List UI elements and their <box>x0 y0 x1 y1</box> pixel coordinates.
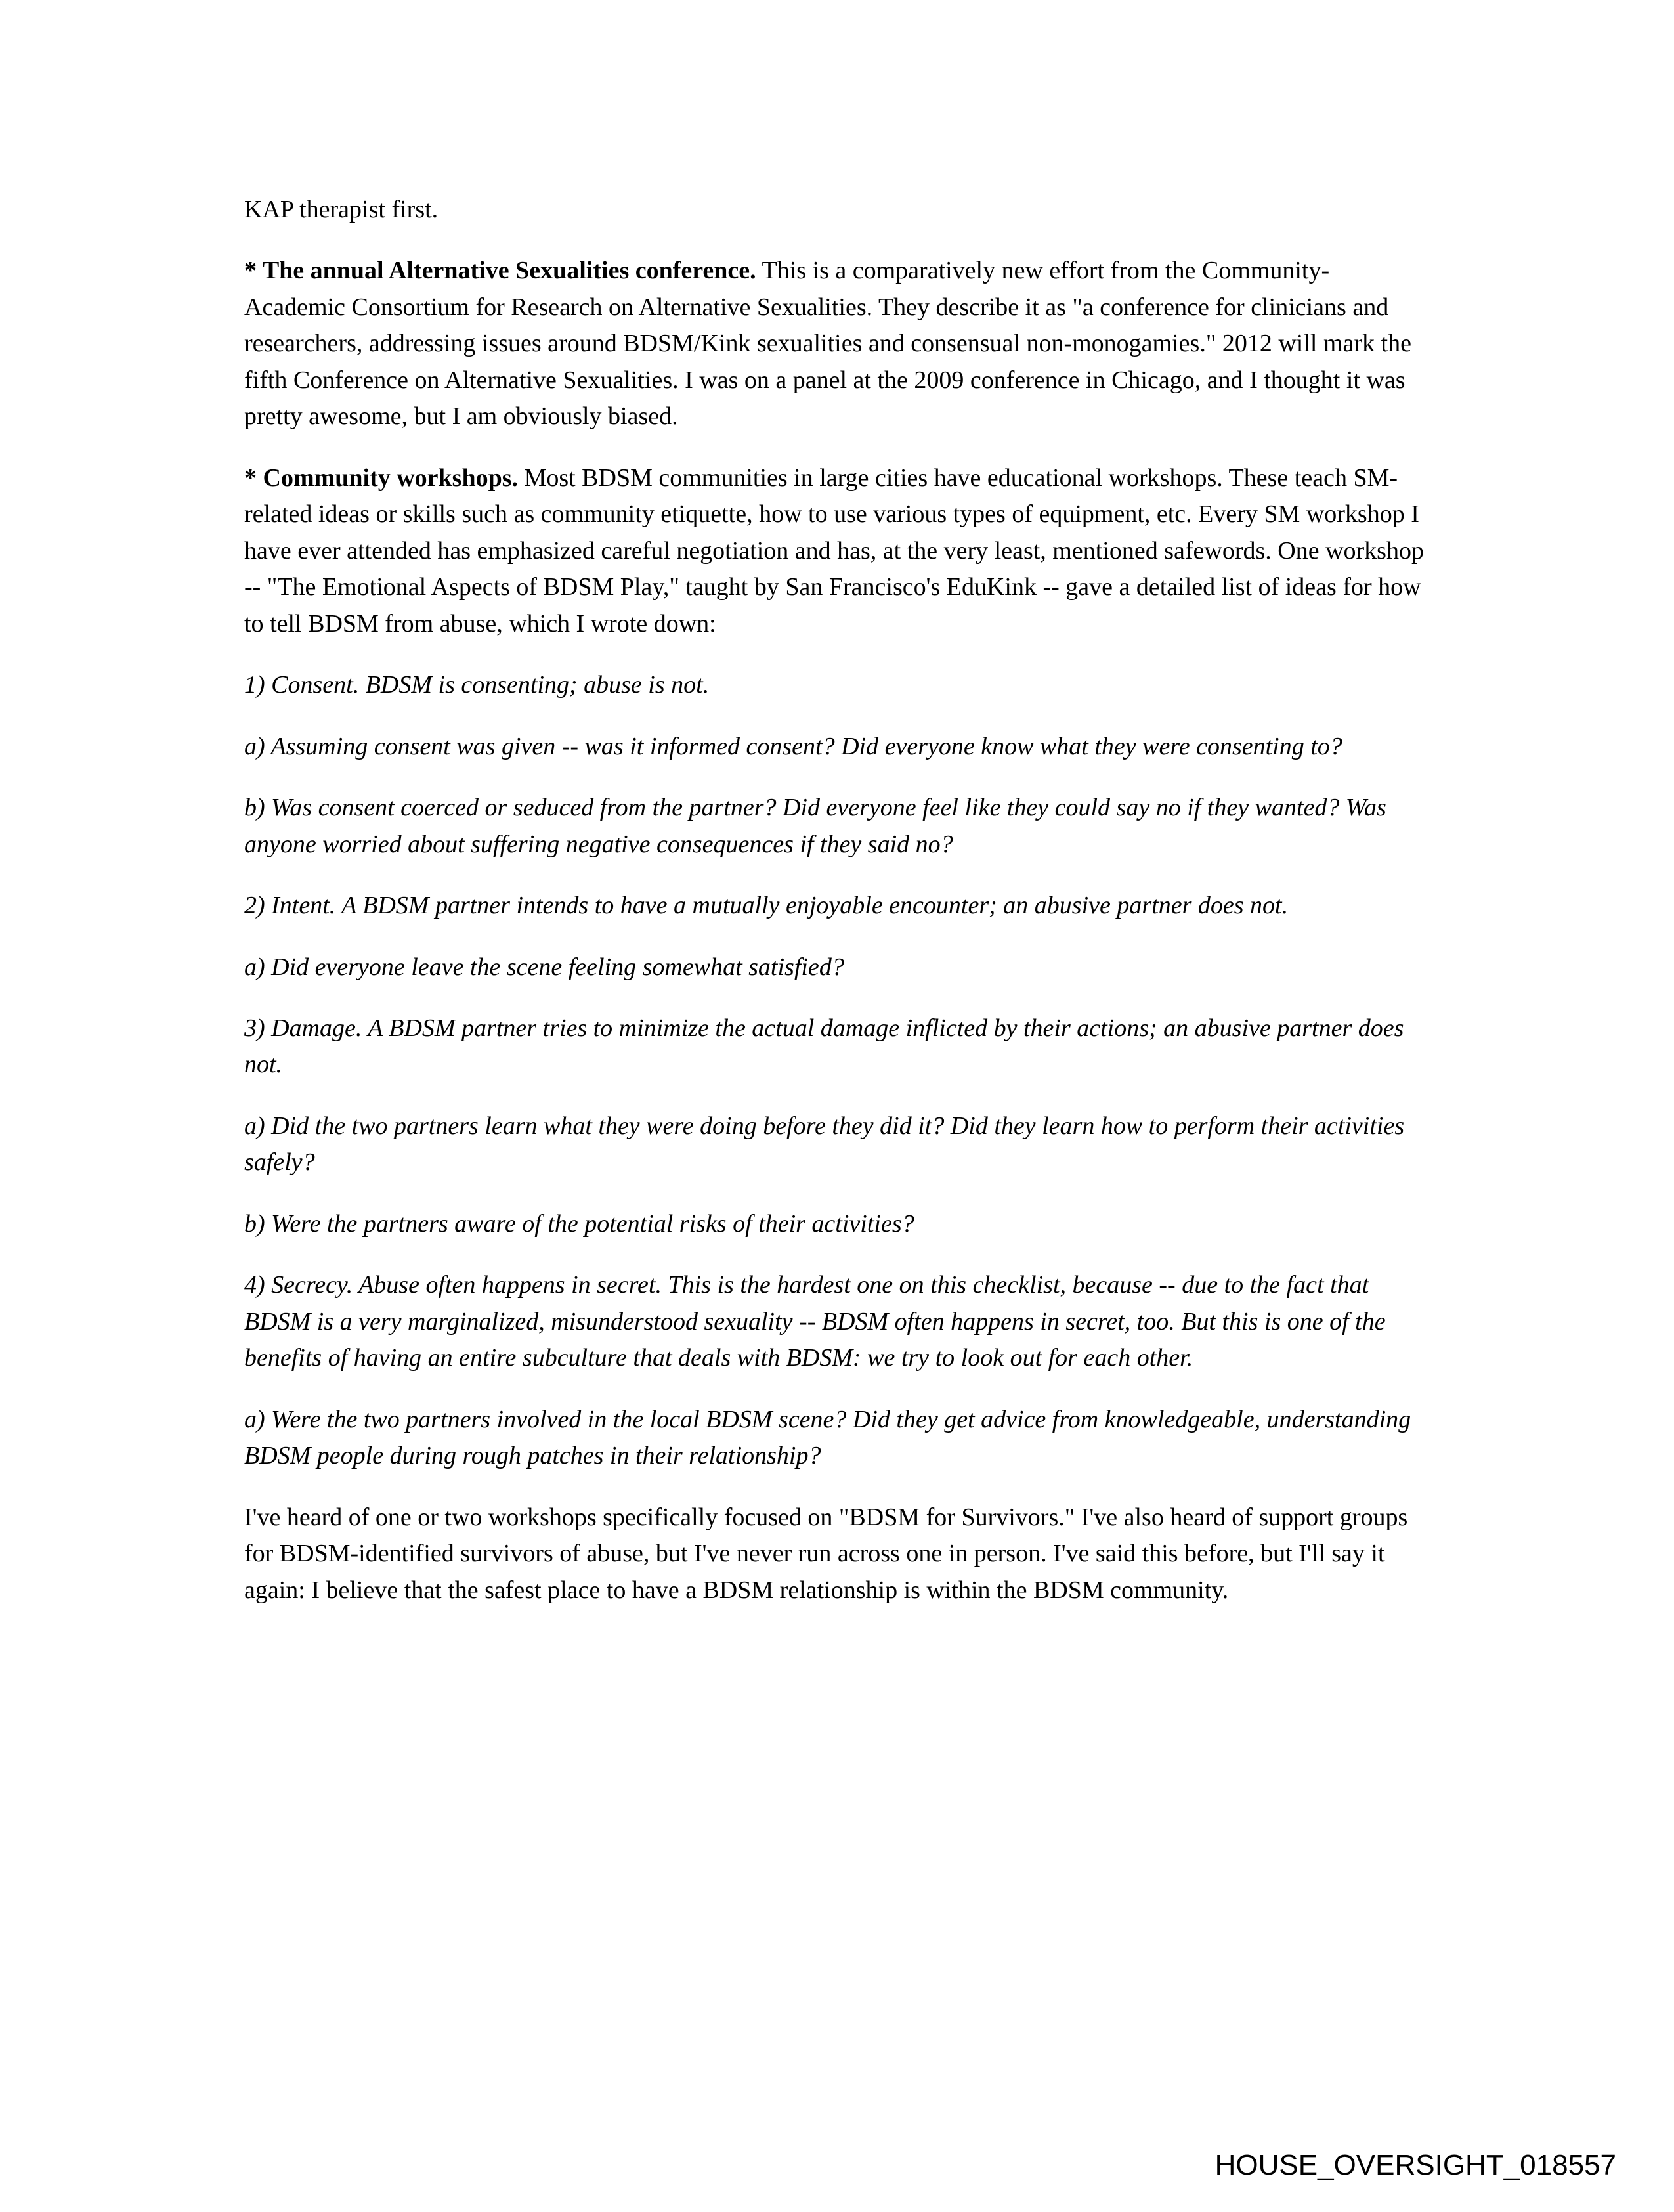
bates-number: HOUSE_OVERSIGHT_018557 <box>1214 2149 1616 2181</box>
checklist-item: a) Did everyone leave the scene feeling somewhat satisfied? <box>244 953 844 981</box>
checklist-item: 1) Consent. BDSM is consenting; abuse is not. <box>244 671 710 699</box>
checklist-item: b) Was consent coerced or seduced from the partner? Did everyone feel like they could say no if they wanted? Was anyone worried about suffering negative consequences if they said no? <box>244 794 1386 858</box>
paragraph <box>244 253 1426 435</box>
paragraph-text: This is a comparatively new effort from the Community-Academic Consortium for Research on Alternative Sexualities. They describe it as "a conference for clinicians and researchers, addressing issues around BDSM/Kink sexualities and consensual non-monogamies." 2012 will mark the fifth Conference on Alternative Sexualities. I was on a panel at the 2009 conference in Chicago, and I thought it was pretty awesome, but I am obviously biased. <box>244 257 1411 431</box>
checklist-item: 2) Intent. A BDSM partner intends to have a mutually enjoyable encounter; an abusive partner does not. <box>244 892 1289 920</box>
paragraph <box>244 460 1426 642</box>
checklist-item: a) Were the two partners involved in the local BDSM scene? Did they get advice from knowledgeable, understanding BDSM people during rough patches in their relationship? <box>244 1405 1411 1470</box>
checklist-item: 4) Secrecy. Abuse often happens in secret. This is the hardest one on this checklist, because -- due to the fact that BDSM is a very marginalized, misunderstood sexuality -- BDSM often happens in secret, too. But this is one of the benefits of having an entire subculture that deals with BDSM: we try to look out for each other. <box>244 1271 1386 1372</box>
checklist-item: b) Were the partners aware of the potential risks of their activities? <box>244 1209 914 1238</box>
document-body <box>244 192 1426 1634</box>
paragraph: I've heard of one or two workshops specifically focused on "BDSM for Survivors." I've also heard of support groups for BDSM-identified survivors of abuse, but I've never run across one in person. I've said this before, but I'll say it again: I believe that the safest place to have a BDSM relationship is within the BDSM community. <box>244 1503 1408 1604</box>
checklist-item: a) Assuming consent was given -- was it informed consent? Did everyone know what they were consenting to? <box>244 732 1342 760</box>
paragraph: KAP therapist first. <box>244 196 439 223</box>
checklist-item: a) Did the two partners learn what they were doing before they did it? Did they learn how to perform their activities safely? <box>244 1112 1405 1177</box>
paragraph-lead-bold: * The annual Alternative Sexualities conference. <box>244 257 756 285</box>
paragraph-text: Most BDSM communities in large cities have educational workshops. These teach SM-related ideas or skills such as community etiquette, how to use various types of equipment, etc. Every SM workshop I have ever attended has emphasized careful negotiation and has, at the very least, mentioned safewords. One workshop -- "The Emotional Aspects of BDSM Play," taught by San Francisco's EduKink -- gave a detailed list of ideas for how to tell BDSM from abuse, which I wrote down: <box>244 464 1424 638</box>
checklist-item: 3) Damage. A BDSM partner tries to minimize the actual damage inflicted by their actions; an abusive partner does not. <box>244 1014 1404 1079</box>
paragraph-lead-bold: * Community workshops. <box>244 464 519 492</box>
